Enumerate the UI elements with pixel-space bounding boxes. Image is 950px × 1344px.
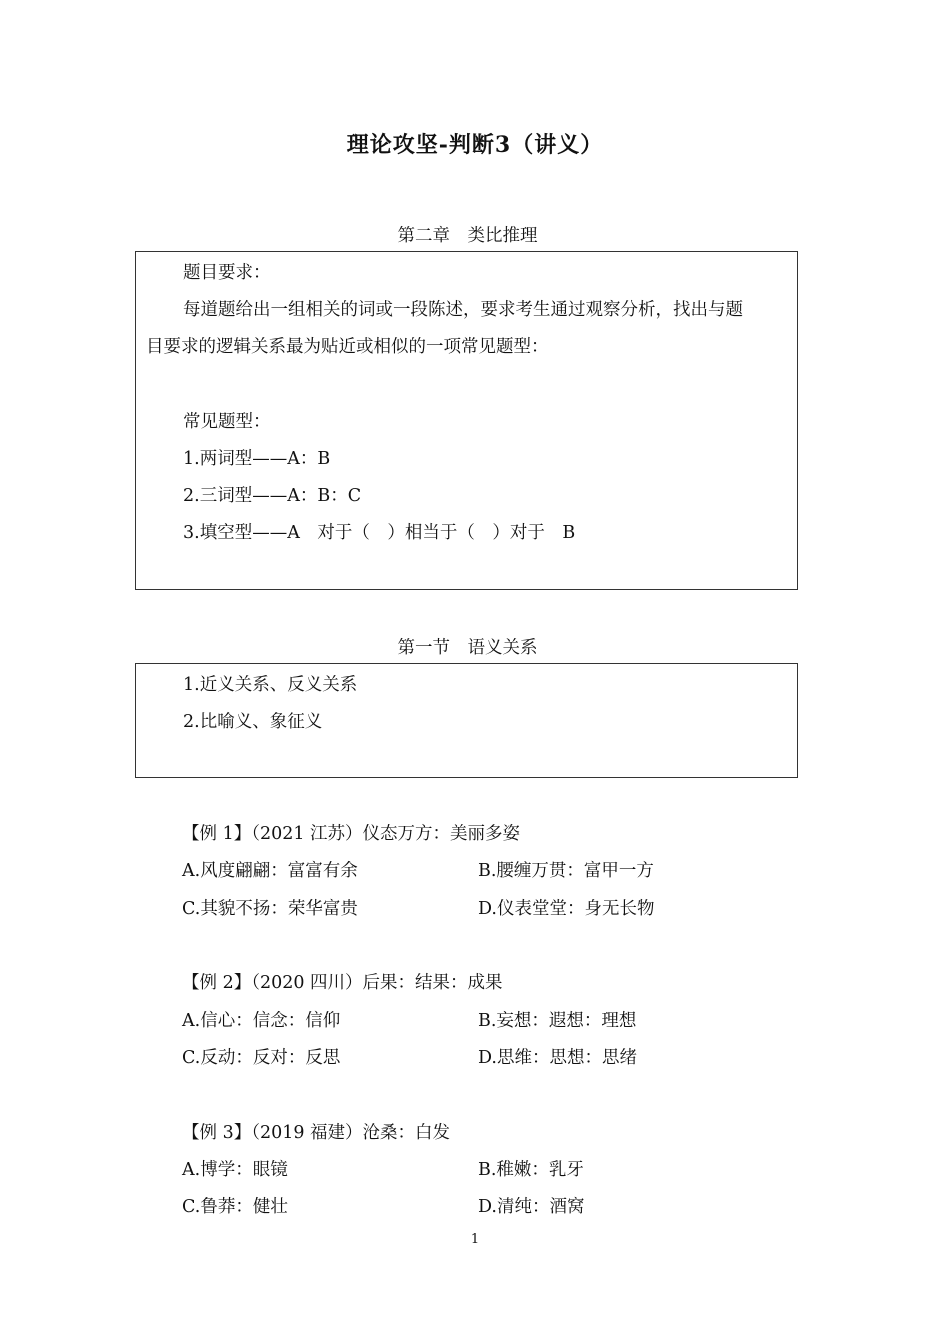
requirement-text-1: 每道题给出一组相关的词或一段陈述，要求考生通过观察分析，找出与题	[183, 300, 743, 320]
example-1-option-d: D.仪表堂堂：身无长物	[478, 899, 655, 919]
example-3-option-d: D.清纯：酒窝	[478, 1197, 585, 1217]
types-label: 常见题型：	[183, 412, 271, 432]
type-item-2: 2.三词型——A：B：C	[183, 486, 362, 506]
section-heading: 第一节 语义关系	[397, 638, 538, 658]
page-number: 1	[470, 1232, 480, 1247]
example-1-option-b: B.腰缠万贯：富甲一方	[478, 861, 654, 881]
type-item-3: 3.填空型——A 对于（ ）相当于（ ）对于 B	[183, 523, 576, 543]
section-box	[135, 663, 798, 778]
example-3-option-a: A.博学：眼镜	[182, 1160, 288, 1180]
chapter-heading: 第二章 类比推理	[397, 226, 538, 246]
example-1-stem: 【例 1】（2021 江苏）仪态万方：美丽多姿	[182, 824, 521, 844]
example-2-option-c: C.反动：反对：反思	[182, 1048, 341, 1068]
section-item-1: 1.近义关系、反义关系	[183, 675, 358, 695]
example-3-option-b: B.稚嫩：乳牙	[478, 1160, 584, 1180]
section-item-2: 2.比喻义、象征义	[183, 712, 323, 732]
requirement-text-2: 目要求的逻辑关系最为贴近或相似的一项常见题型：	[146, 337, 549, 357]
document-title: 理论攻坚-判断3（讲义）	[346, 132, 604, 158]
example-2-option-a: A.信心：信念：信仰	[182, 1011, 341, 1031]
example-3-option-c: C.鲁莽：健壮	[182, 1197, 288, 1217]
example-2-option-d: D.思维：思想：思绪	[478, 1048, 637, 1068]
example-3-stem: 【例 3】（2019 福建）沧桑：白发	[182, 1123, 451, 1143]
requirement-label: 题目要求：	[183, 263, 271, 283]
example-1-option-a: A.风度翩翩：富富有余	[182, 861, 358, 881]
type-item-1: 1.两词型——A：B	[183, 449, 331, 469]
requirement-box	[135, 251, 798, 590]
example-2-stem: 【例 2】（2020 四川）后果：结果：成果	[182, 973, 503, 993]
example-1-option-c: C.其貌不扬：荣华富贵	[182, 899, 358, 919]
example-2-option-b: B.妄想：遐想：理想	[478, 1011, 637, 1031]
